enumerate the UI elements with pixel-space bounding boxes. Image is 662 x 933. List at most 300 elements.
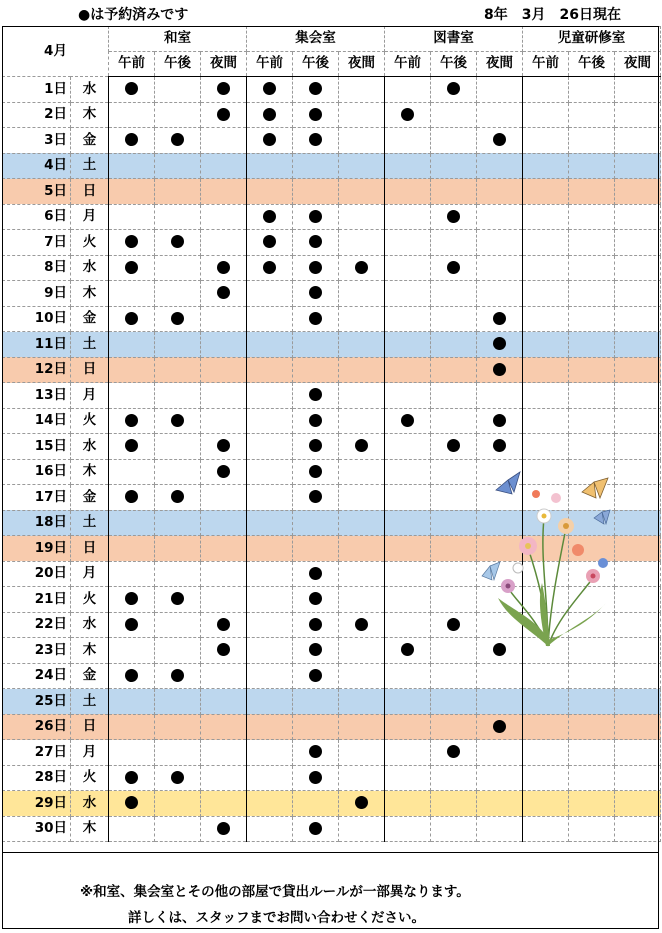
day-number: 24日 [3, 663, 71, 689]
reserved-dot [125, 439, 138, 452]
slot-cell [339, 383, 385, 409]
slot-cell [247, 357, 293, 383]
slot-cell [109, 561, 155, 587]
day-number: 19日 [3, 536, 71, 562]
reserved-dot [263, 82, 276, 95]
weekday: 木 [71, 281, 109, 307]
reserved-dot [309, 465, 322, 478]
slot-cell [293, 791, 339, 817]
slot-cell [155, 77, 201, 103]
slot-cell [109, 230, 155, 256]
reserved-dot [309, 771, 322, 784]
weekday: 土 [71, 689, 109, 715]
slot-cell [385, 740, 431, 766]
reserved-dot [125, 82, 138, 95]
slot-header: 午前 [523, 52, 569, 77]
slot-cell [615, 306, 661, 332]
day-number: 15日 [3, 434, 71, 460]
slot-cell [109, 663, 155, 689]
day-row [3, 204, 661, 230]
slot-header: 夜間 [477, 52, 523, 77]
slot-cell [385, 561, 431, 587]
slot-cell [109, 281, 155, 307]
slot-cell [523, 408, 569, 434]
day-number: 23日 [3, 638, 71, 664]
slot-cell [339, 536, 385, 562]
month-label: 4月 [3, 27, 109, 77]
slot-cell [385, 332, 431, 358]
slot-cell [247, 740, 293, 766]
reserved-dot [493, 720, 506, 733]
weekday: 水 [71, 612, 109, 638]
slot-cell [339, 510, 385, 536]
weekday: 木 [71, 816, 109, 842]
slot-cell [385, 408, 431, 434]
slot-cell [247, 230, 293, 256]
slot-cell [201, 255, 247, 281]
slot-cell [569, 357, 615, 383]
reserved-dot [355, 618, 368, 631]
slot-cell [155, 204, 201, 230]
day-number: 3日 [3, 128, 71, 154]
slot-cell [109, 434, 155, 460]
slot-cell [523, 281, 569, 307]
day-row [3, 281, 661, 307]
reserved-dot [125, 771, 138, 784]
weekday: 月 [71, 204, 109, 230]
slot-cell [615, 230, 661, 256]
slot-cell [523, 714, 569, 740]
slot-cell [477, 153, 523, 179]
slot-cell [201, 587, 247, 613]
slot-cell [431, 816, 477, 842]
slot-cell [339, 638, 385, 664]
slot-cell [109, 357, 155, 383]
reserved-dot [263, 108, 276, 121]
slot-cell [155, 714, 201, 740]
slot-cell [431, 77, 477, 103]
reserved-dot [217, 286, 230, 299]
slot-cell [201, 459, 247, 485]
slot-cell [385, 663, 431, 689]
slot-cell [431, 408, 477, 434]
weekday: 金 [71, 485, 109, 511]
slot-cell [385, 459, 431, 485]
slot-cell [293, 765, 339, 791]
slot-cell [431, 281, 477, 307]
reserved-dot [217, 465, 230, 478]
slot-cell [431, 255, 477, 281]
slot-cell [247, 179, 293, 205]
day-number: 8日 [3, 255, 71, 281]
weekday: 土 [71, 153, 109, 179]
slot-cell [569, 765, 615, 791]
slot-cell [615, 434, 661, 460]
slot-cell [477, 383, 523, 409]
slot-cell [615, 179, 661, 205]
reserved-dot [125, 312, 138, 325]
slot-cell [201, 612, 247, 638]
slot-cell [201, 485, 247, 511]
slot-cell [385, 612, 431, 638]
reserved-dot [125, 414, 138, 427]
slot-cell [293, 408, 339, 434]
day-number: 17日 [3, 485, 71, 511]
slot-cell [109, 587, 155, 613]
reserved-dot [401, 414, 414, 427]
slot-cell [477, 434, 523, 460]
reserved-dot [217, 643, 230, 656]
slot-cell [339, 765, 385, 791]
day-row [3, 383, 661, 409]
slot-cell [615, 561, 661, 587]
slot-cell [293, 434, 339, 460]
slot-cell [155, 357, 201, 383]
slot-cell [293, 485, 339, 511]
slot-cell [247, 77, 293, 103]
slot-cell [615, 204, 661, 230]
weekday: 火 [71, 408, 109, 434]
slot-cell [293, 714, 339, 740]
slot-cell [247, 281, 293, 307]
slot-cell [477, 663, 523, 689]
day-row [3, 102, 661, 128]
weekday: 水 [71, 77, 109, 103]
slot-cell [477, 791, 523, 817]
slot-header: 午後 [569, 52, 615, 77]
slot-cell [569, 816, 615, 842]
note-contact: 詳しくは、スタッフまでお問い合わせください。 [128, 910, 425, 926]
slot-cell [615, 612, 661, 638]
slot-cell [569, 383, 615, 409]
weekday: 土 [71, 510, 109, 536]
slot-cell [247, 510, 293, 536]
slot-cell [339, 791, 385, 817]
slot-cell [431, 204, 477, 230]
slot-cell [201, 765, 247, 791]
reserved-dot [493, 439, 506, 452]
slot-cell [247, 714, 293, 740]
reserved-dot [309, 490, 322, 503]
slot-cell [523, 102, 569, 128]
slot-cell [155, 383, 201, 409]
reserved-dot [171, 414, 184, 427]
weekday: 水 [71, 255, 109, 281]
slot-cell [385, 765, 431, 791]
slot-cell [523, 663, 569, 689]
slot-cell [523, 434, 569, 460]
slot-header: 午前 [109, 52, 155, 77]
day-number: 9日 [3, 281, 71, 307]
slot-cell [339, 179, 385, 205]
slot-header: 午後 [293, 52, 339, 77]
slot-cell [477, 357, 523, 383]
day-number: 5日 [3, 179, 71, 205]
room-header-toshoshitsu: 図書室 [385, 27, 523, 52]
slot-header: 夜間 [615, 52, 661, 77]
slot-cell [201, 357, 247, 383]
slot-cell [247, 434, 293, 460]
slot-cell [293, 638, 339, 664]
slot-cell [523, 816, 569, 842]
day-number: 26日 [3, 714, 71, 740]
slot-cell [155, 434, 201, 460]
slot-cell [109, 791, 155, 817]
day-number: 20日 [3, 561, 71, 587]
slot-cell [569, 204, 615, 230]
slot-header: 午前 [385, 52, 431, 77]
day-number: 11日 [3, 332, 71, 358]
reserved-dot [355, 439, 368, 452]
slot-cell [385, 689, 431, 715]
slot-cell [477, 204, 523, 230]
slot-cell [477, 306, 523, 332]
slot-cell [431, 357, 477, 383]
slot-cell [201, 638, 247, 664]
slot-cell [569, 230, 615, 256]
day-number: 10日 [3, 306, 71, 332]
day-row [3, 332, 661, 358]
slot-cell [339, 612, 385, 638]
weekday: 火 [71, 587, 109, 613]
slot-cell [385, 128, 431, 154]
slot-cell [155, 587, 201, 613]
slot-cell [339, 102, 385, 128]
reserved-dot [217, 439, 230, 452]
slot-cell [615, 714, 661, 740]
reserved-dot [171, 490, 184, 503]
slot-cell [523, 357, 569, 383]
slot-cell [569, 102, 615, 128]
day-row [3, 689, 661, 715]
slot-cell [385, 816, 431, 842]
slot-cell [247, 587, 293, 613]
slot-cell [109, 408, 155, 434]
reserved-dot [309, 567, 322, 580]
slot-cell [569, 714, 615, 740]
slot-cell [247, 663, 293, 689]
slot-cell [523, 128, 569, 154]
slot-cell [293, 561, 339, 587]
reserved-dot [309, 643, 322, 656]
slot-cell [247, 612, 293, 638]
slot-cell [293, 281, 339, 307]
slot-cell [431, 459, 477, 485]
slot-cell [523, 765, 569, 791]
slot-cell [201, 791, 247, 817]
slot-cell [155, 765, 201, 791]
slot-cell [155, 459, 201, 485]
slot-cell [385, 357, 431, 383]
slot-cell [339, 230, 385, 256]
weekday: 月 [71, 561, 109, 587]
slot-cell [339, 255, 385, 281]
reserved-dot [309, 82, 322, 95]
reserved-dot [447, 261, 460, 274]
slot-cell [385, 179, 431, 205]
slot-cell [523, 306, 569, 332]
slot-cell [615, 791, 661, 817]
slot-cell [293, 102, 339, 128]
day-row [3, 791, 661, 817]
slot-cell [293, 128, 339, 154]
slot-cell [109, 332, 155, 358]
day-number: 6日 [3, 204, 71, 230]
reserved-dot [171, 771, 184, 784]
slot-cell [431, 638, 477, 664]
slot-cell [569, 179, 615, 205]
slot-cell [477, 332, 523, 358]
slot-cell [201, 663, 247, 689]
reserved-dot [309, 822, 322, 835]
reserved-dot [125, 669, 138, 682]
slot-cell [339, 153, 385, 179]
day-row [3, 153, 661, 179]
slot-cell [431, 128, 477, 154]
reserved-dot [309, 235, 322, 248]
slot-cell [385, 587, 431, 613]
reserved-dot [263, 261, 276, 274]
note-rules: ※和室、集会室とその他の部屋で貸出ルールが一部異なります。 [80, 884, 470, 900]
weekday: 水 [71, 791, 109, 817]
slot-cell [477, 281, 523, 307]
day-number: 7日 [3, 230, 71, 256]
slot-cell [201, 153, 247, 179]
slot-cell [385, 485, 431, 511]
reserved-dot [125, 618, 138, 631]
slot-cell [339, 357, 385, 383]
slot-cell [477, 179, 523, 205]
slot-cell [109, 536, 155, 562]
day-row [3, 255, 661, 281]
day-number: 2日 [3, 102, 71, 128]
reserved-dot [309, 618, 322, 631]
slot-cell [247, 204, 293, 230]
slot-cell [385, 638, 431, 664]
slot-cell [339, 408, 385, 434]
reserved-dot [309, 210, 322, 223]
slot-cell [339, 77, 385, 103]
slot-cell [339, 587, 385, 613]
slot-cell [431, 587, 477, 613]
day-row [3, 765, 661, 791]
slot-cell [201, 383, 247, 409]
reserved-dot [171, 312, 184, 325]
slot-header: 午後 [431, 52, 477, 77]
slot-cell [385, 306, 431, 332]
slot-cell [201, 434, 247, 460]
slot-cell [615, 408, 661, 434]
slot-cell [385, 791, 431, 817]
reserved-dot [309, 133, 322, 146]
room-header-washitsu: 和室 [109, 27, 247, 52]
slot-cell [615, 765, 661, 791]
slot-cell [615, 485, 661, 511]
slot-cell [615, 281, 661, 307]
slot-cell [247, 816, 293, 842]
slot-cell [201, 77, 247, 103]
slot-cell [247, 153, 293, 179]
slot-cell [109, 153, 155, 179]
slot-cell [201, 689, 247, 715]
slot-cell [293, 230, 339, 256]
slot-cell [155, 102, 201, 128]
weekday: 日 [71, 179, 109, 205]
slot-cell [569, 153, 615, 179]
slot-cell [385, 536, 431, 562]
slot-cell [615, 153, 661, 179]
slot-header: 午前 [247, 52, 293, 77]
slot-cell [155, 153, 201, 179]
reservation-rows [3, 77, 661, 842]
slot-cell [615, 255, 661, 281]
reserved-dot [217, 82, 230, 95]
slot-cell [615, 357, 661, 383]
slot-cell [615, 332, 661, 358]
weekday: 日 [71, 357, 109, 383]
slot-cell [615, 663, 661, 689]
slot-cell [615, 77, 661, 103]
slot-cell [477, 740, 523, 766]
reserved-dot [309, 439, 322, 452]
slot-cell [339, 663, 385, 689]
day-row [3, 663, 661, 689]
reserved-dot [447, 745, 460, 758]
as-of-year: 8年 [484, 7, 508, 23]
slot-cell [569, 689, 615, 715]
slot-cell [339, 740, 385, 766]
slot-cell [155, 689, 201, 715]
slot-cell [431, 332, 477, 358]
slot-cell [339, 816, 385, 842]
slot-cell [339, 204, 385, 230]
day-number: 21日 [3, 587, 71, 613]
weekday: 月 [71, 740, 109, 766]
weekday: 金 [71, 306, 109, 332]
slot-cell [477, 255, 523, 281]
weekday: 木 [71, 102, 109, 128]
slot-cell [569, 255, 615, 281]
reservation-table [2, 26, 661, 842]
slot-cell [523, 153, 569, 179]
slot-cell [615, 816, 661, 842]
slot-cell [431, 561, 477, 587]
slot-cell [155, 332, 201, 358]
slot-cell [109, 255, 155, 281]
as-of-month: 3月 [521, 7, 546, 23]
slot-cell [569, 408, 615, 434]
slot-cell [109, 306, 155, 332]
day-row [3, 740, 661, 766]
slot-cell [155, 510, 201, 536]
slot-cell [385, 102, 431, 128]
slot-cell [293, 816, 339, 842]
reserved-dot [447, 439, 460, 452]
day-row [3, 434, 661, 460]
day-row [3, 714, 661, 740]
room-header-shukaishitsu: 集会室 [247, 27, 385, 52]
reserved-dot [355, 261, 368, 274]
slot-cell [477, 77, 523, 103]
reserved-dot [401, 108, 414, 121]
slot-cell [109, 459, 155, 485]
slot-cell [339, 332, 385, 358]
slot-cell [569, 306, 615, 332]
slot-cell [431, 102, 477, 128]
reserved-dot [447, 82, 460, 95]
reserved-dot [217, 618, 230, 631]
slot-cell [431, 612, 477, 638]
